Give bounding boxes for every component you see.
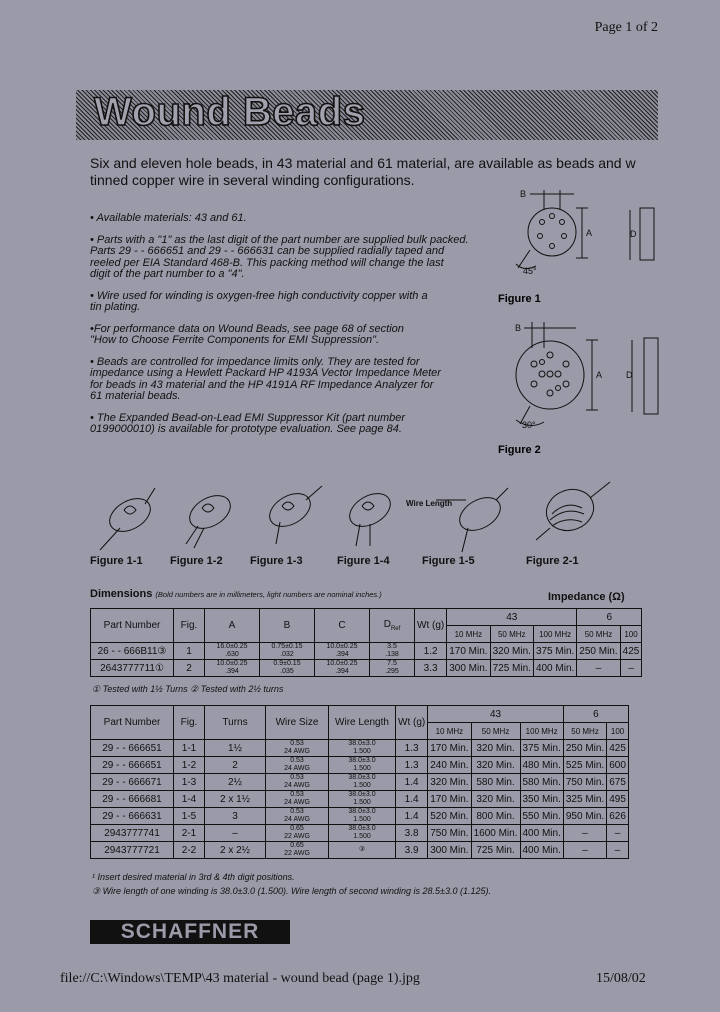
table-cell: 350 Min.: [520, 791, 563, 808]
table-cell: 1.4: [396, 774, 428, 791]
page-title: Wound Beads: [94, 90, 366, 134]
table-cell: 520 Min.: [428, 808, 471, 825]
freq-61-100: 100: [607, 723, 629, 740]
figure-1-5-drawing: [436, 488, 508, 552]
bullet-wire: • Wire used for winding is oxygen-free high conductivity copper with a tin plating.: [90, 289, 428, 313]
table-cell: 1½: [205, 740, 266, 757]
header-wt: Wt (g): [396, 706, 428, 740]
header-part-number: Part Number: [91, 609, 174, 643]
group-43: 43: [447, 609, 577, 626]
table-cell: 2943777721: [91, 842, 174, 859]
fig1-b-label: B: [520, 189, 527, 199]
wire-length-label: Wire Length: [406, 499, 453, 508]
table-cell: 29 - - 666631: [91, 808, 174, 825]
table-cell: 525 Min.: [563, 757, 606, 774]
fig2-angle: 30°: [522, 420, 536, 430]
table-cell: 38.0±3.0 1.500: [329, 774, 396, 791]
header-turns: Turns: [205, 706, 266, 740]
intro-line-2: tinned copper wire in several winding configurations.: [90, 172, 415, 188]
table-row: [91, 808, 629, 825]
bead-drawings: [490, 180, 720, 480]
freq-50: 50 MHz: [490, 626, 533, 643]
bullet-packing: • Parts with a "1" as the last digit of the part number are supplied bulk packed. Parts 29 - - 666651 and 29 - - 666631 can be supplied radially taped and reeled per EIA Standard 468-B. This packing method will change the last digit of the part number to a "4".: [90, 233, 469, 280]
table-cell: 675: [607, 774, 629, 791]
table-cell: 320 Min.: [471, 757, 520, 774]
table-cell: 250 Min.: [563, 740, 606, 757]
table1-footnote: ① Tested with 1½ Turns ② Tested with 2½ turns: [92, 684, 284, 694]
table-cell: 950 Min.: [563, 808, 606, 825]
table-row: 2643777711① 2 10.0±0.25 .394 0.9±0.15 .035 10.0±0.25 .394 7.5 .295 3.3 300 Min. 725 Min. 400 Min. – –: [91, 660, 642, 677]
freq-100: 100 MHz: [520, 723, 563, 740]
table-cell: 750 Min.: [563, 774, 606, 791]
table-cell: 480 Min.: [520, 757, 563, 774]
table-cell: 325 Min.: [563, 791, 606, 808]
header-wt: Wt (g): [415, 609, 447, 643]
fig2-b-label: B: [515, 323, 522, 333]
winding-figures: [90, 470, 670, 580]
table-cell: 0.53 24 AWG: [266, 774, 329, 791]
bullet-impedance: • Beads are controlled for impedance limits only. They are tested for impedance using a Hewlett Packard HP 4193A Vector Impedance Meter for beads in 43 material and the HP 4191A RF Impedance Analyzer for 61 material beads.: [90, 355, 441, 402]
caption-figure-1-1: Figure 1-1: [90, 555, 143, 567]
table-cell: 38.0±3.0 1.500: [329, 808, 396, 825]
table-cell: 0.53 24 AWG: [266, 791, 329, 808]
footer-file-path: file://C:\Windows\TEMP\43 material - wound bead (page 1).jpg: [60, 971, 420, 986]
table-cell: 400 Min.: [520, 842, 563, 859]
table-cell: 626: [607, 808, 629, 825]
header-part-number: Part Number: [91, 706, 174, 740]
table-cell: 425: [607, 740, 629, 757]
freq-10: 10 MHz: [447, 626, 490, 643]
freq-61-50: 50 MHz: [563, 723, 606, 740]
table-cell: 1-4: [174, 791, 205, 808]
table-cell: 2: [205, 757, 266, 774]
table-cell: 1-3: [174, 774, 205, 791]
table-cell: 300 Min.: [428, 842, 471, 859]
table-cell: 38.0±3.0 1.500: [329, 740, 396, 757]
table-cell: 495: [607, 791, 629, 808]
table-cell: 170 Min.: [428, 791, 471, 808]
dimensions-title: Dimensions: [90, 588, 153, 600]
table-cell: 1-1: [174, 740, 205, 757]
table-cell: –: [563, 842, 606, 859]
feature-bullets: [90, 213, 490, 446]
header-c: C: [315, 609, 370, 643]
group-43: 43: [428, 706, 564, 723]
impedance-heading: Impedance (Ω): [548, 591, 625, 603]
figure-2-label: Figure 2: [498, 444, 541, 456]
fig1-d-label: D: [630, 229, 637, 239]
header-b: B: [260, 609, 315, 643]
table-cell: 800 Min.: [471, 808, 520, 825]
caption-figure-1-5: Figure 1-5: [422, 555, 475, 567]
table-cell: 2 x 1½: [205, 791, 266, 808]
table-cell: 2 x 2½: [205, 842, 266, 859]
table-cell: –: [607, 825, 629, 842]
page-number: Page 1 of 2: [594, 20, 658, 35]
table-cell: 1-2: [174, 757, 205, 774]
caption-figure-2-1: Figure 2-1: [526, 555, 579, 567]
schaffner-logo: SCHAFFNER: [90, 920, 290, 944]
bullet-kit: • The Expanded Bead-on-Lead EMI Suppressor Kit (part number 0199000010) is available for prototype evaluation. See page 84.: [90, 411, 406, 435]
table-cell: 0.53 24 AWG: [266, 757, 329, 774]
table-cell: 580 Min.: [520, 774, 563, 791]
table-cell: 3.9: [396, 842, 428, 859]
table-row: [91, 774, 629, 791]
fig2-d-label: D: [626, 370, 633, 380]
header-d: $D_{Ref}$: [370, 609, 415, 643]
table-cell: 38.0±3.0 1.500: [329, 791, 396, 808]
table-cell: 320 Min.: [428, 774, 471, 791]
dimensions-heading: [90, 588, 382, 600]
header-fig: Fig.: [174, 609, 205, 643]
table-cell: 1600 Min.: [471, 825, 520, 842]
table-cell: 29 - - 666651: [91, 757, 174, 774]
intro-line-1: Six and eleven hole beads, in 43 material and 61 material, are available as beads and w: [90, 155, 636, 171]
table-cell: 240 Min.: [428, 757, 471, 774]
table-cell: 2½: [205, 774, 266, 791]
freq-10: 10 MHz: [428, 723, 471, 740]
table-cell: 750 Min.: [428, 825, 471, 842]
table2-footnote-wire: ③ Wire length of one winding is 38.0±3.0 (1.500). Wire length of second winding is 28.5±3.0 (1.125).: [92, 886, 492, 896]
header-fig: Fig.: [174, 706, 205, 740]
header-wire-size: Wire Size: [266, 706, 329, 740]
freq-100: 100 MHz: [533, 626, 576, 643]
group-61: 6: [563, 706, 628, 723]
caption-figure-1-3: Figure 1-3: [250, 555, 303, 567]
group-61: 6: [577, 609, 642, 626]
footer-date: 15/08/02: [596, 971, 646, 986]
table-cell: 29 - - 666671: [91, 774, 174, 791]
freq-61-50: 50 MHz: [577, 626, 620, 643]
table-cell: –: [205, 825, 266, 842]
table-cell: 38.0±3.0 1.500: [329, 825, 396, 842]
header-wire-length: Wire Length: [329, 706, 396, 740]
figure-1-label: Figure 1: [498, 293, 541, 305]
figure-1-4-drawing: [344, 487, 396, 546]
bullet-materials: • Available materials: 43 and 61.: [90, 212, 247, 224]
table-cell: 29 - - 666651: [91, 740, 174, 757]
table-cell: 0.65 22 AWG: [266, 842, 329, 859]
table-row: [91, 791, 629, 808]
table-cell: 170 Min.: [428, 740, 471, 757]
table-cell: 0.53 24 AWG: [266, 808, 329, 825]
table-row: [91, 757, 629, 774]
table-cell: 2-1: [174, 825, 205, 842]
table-row: [91, 842, 629, 859]
table-cell: 320 Min.: [471, 740, 520, 757]
table-cell: 1.3: [396, 740, 428, 757]
fig1-a-label: A: [586, 228, 593, 238]
table-cell: 3: [205, 808, 266, 825]
figure-1-1-drawing: [100, 488, 156, 550]
caption-figure-1-2: Figure 1-2: [170, 555, 223, 567]
table-cell: 0.53 24 AWG: [266, 740, 329, 757]
table-cell: 375 Min.: [520, 740, 563, 757]
figure-1-2-drawing: [184, 489, 236, 548]
freq-61-100: 100: [620, 626, 642, 643]
table-row: [91, 740, 629, 757]
table-cell: 1.4: [396, 808, 428, 825]
table-row: [91, 825, 629, 842]
table-cell: 580 Min.: [471, 774, 520, 791]
wound-beads-rows: [91, 740, 629, 859]
table-cell: 725 Min.: [471, 842, 520, 859]
table-cell: 1.3: [396, 757, 428, 774]
figure-1-3-drawing: [264, 486, 322, 544]
figure-2-bead-face: [516, 341, 584, 409]
table-cell: –: [607, 842, 629, 859]
table-cell: –: [563, 825, 606, 842]
table-row: 26 - - 666B11③ 1 16.0±0.25 .630 0.75±0.15 .032 10.0±0.25 .394 3.5 .138 1.2 170 Min. 320 Min. 375 Min. 250 Min. 425: [91, 643, 642, 660]
table-cell: 400 Min.: [520, 825, 563, 842]
table-cell: 29 - - 666681: [91, 791, 174, 808]
freq-50: 50 MHz: [471, 723, 520, 740]
table-cell: ③: [329, 842, 396, 859]
fig1-angle: 45°: [523, 266, 537, 276]
dimensions-table: [90, 608, 642, 677]
table-cell: 1-5: [174, 808, 205, 825]
header-a: A: [205, 609, 260, 643]
table-cell: 320 Min.: [471, 791, 520, 808]
dimensions-note: (Bold numbers are in millimeters, light numbers are nominal inches.): [155, 590, 382, 599]
table-cell: 1.4: [396, 791, 428, 808]
table-cell: 600: [607, 757, 629, 774]
fig2-a-label: A: [596, 370, 603, 380]
bullet-performance: •For performance data on Wound Beads, see page 68 of section "How to Choose Ferrite Components for EMI Suppression".: [90, 322, 404, 346]
table-cell: 0.65 22 AWG: [266, 825, 329, 842]
table-cell: 3.8: [396, 825, 428, 842]
caption-figure-1-4: Figure 1-4: [337, 555, 390, 567]
table-cell: 550 Min.: [520, 808, 563, 825]
figure-2-1-drawing: [536, 482, 610, 540]
table-cell: 2943777741: [91, 825, 174, 842]
table-cell: 38.0±3.0 1.500: [329, 757, 396, 774]
wound-beads-table: [90, 705, 629, 859]
table2-footnote-material: ¹ Insert desired material in 3rd & 4th digit positions.: [92, 872, 295, 882]
table-cell: 2-2: [174, 842, 205, 859]
